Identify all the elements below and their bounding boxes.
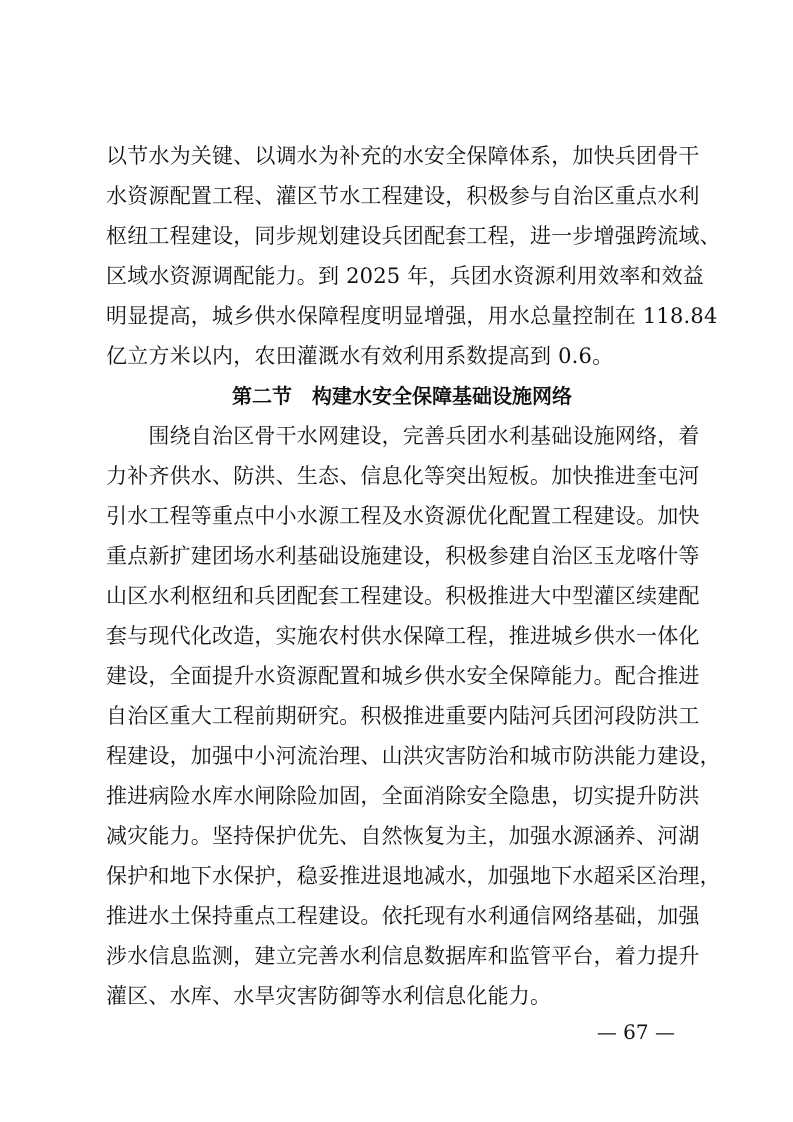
paragraph-line: 力补齐供水、防洪、生态、信息化等突出短板。加快推进奎屯河: [106, 464, 700, 488]
paragraph-line: 涉水信息监测，建立完善水利信息数据库和监管平台，着力提升: [106, 944, 700, 968]
paragraph-line: 程建设，加强中小河流治理、山洪灾害防治和城市防洪能力建设，: [106, 744, 721, 768]
section-heading: 第二节 构建水安全保障基础设施网络: [232, 384, 572, 408]
paragraph-line: 区域水资源调配能力。到 2025 年，兵团水资源利用效率和效益: [106, 264, 704, 288]
paragraph-line: 山区水利枢纽和兵团配套工程建设。积极推进大中型灌区续建配: [106, 584, 700, 608]
paragraph-line: 围绕自治区骨干水网建设，完善兵团水利基础设施网络，着: [106, 424, 700, 448]
paragraph-line: 亿立方米以内，农田灌溉水有效利用系数提高到 0.6。: [106, 344, 614, 368]
paragraph-line: 保护和地下水保护，稳妥推进退地减水，加强地下水超采区治理，: [106, 864, 721, 888]
paragraph-line: 明显提高，城乡供水保障程度明显增强，用水总量控制在 118.84: [106, 304, 718, 328]
paragraph-line: 枢纽工程建设，同步规划建设兵团配套工程，进一步增强跨流域、: [106, 224, 721, 248]
paragraph-line: 推进水土保持重点工程建设。依托现有水利通信网络基础，加强: [106, 904, 700, 928]
paragraph-line: 重点新扩建团场水利基础设施建设，积极参建自治区玉龙喀什等: [106, 544, 700, 568]
paragraph-line: 灌区、水库、水旱灾害防御等水利信息化能力。: [106, 984, 552, 1008]
paragraph-line: 套与现代化改造，实施农村供水保障工程，推进城乡供水一体化: [106, 624, 700, 648]
paragraph-line: 减灾能力。坚持保护优先、自然恢复为主，加强水源涵养、河湖: [106, 824, 700, 848]
page-number: — 67 —: [596, 1020, 675, 1044]
paragraph-line: 建设，全面提升水资源配置和城乡供水安全保障能力。配合推进: [106, 664, 700, 688]
paragraph-line: 水资源配置工程、灌区节水工程建设，积极参与自治区重点水利: [106, 184, 700, 208]
paragraph-line: 以节水为关键、以调水为补充的水安全保障体系，加快兵团骨干: [106, 144, 700, 168]
paragraph-line: 引水工程等重点中小水源工程及水资源优化配置工程建设。加快: [106, 504, 700, 528]
paragraph-line: 自治区重大工程前期研究。积极推进重要内陆河兵团河段防洪工: [106, 704, 700, 728]
paragraph-line: 推进病险水库水闸除险加固，全面消除安全隐患，切实提升防洪: [106, 784, 700, 808]
